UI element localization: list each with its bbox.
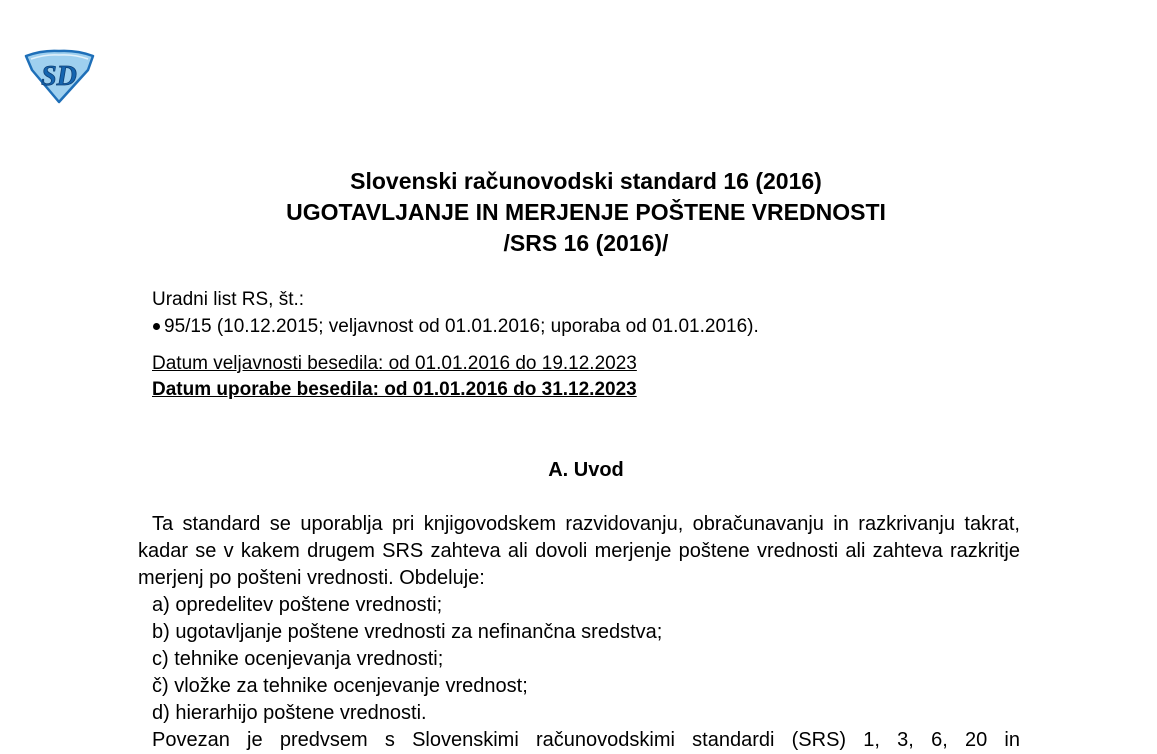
application-date: Datum uporabe besedila: od 01.01.2016 do 31.12.2023 xyxy=(152,379,637,400)
gazette-label: Uradni list RS, št.: xyxy=(152,289,305,310)
scope-list xyxy=(138,592,1020,727)
sd-shield-logo-icon xyxy=(22,48,96,104)
title-line-3: /SRS 16 (2016)/ xyxy=(503,230,669,256)
intro-paragraph: Ta standard se uporablja pri knjigovodskem razvidovanju, obračunavanju in razkrivanju takrat, kadar se v kakem drugem SRS zahteva ali dovoli merjenje poštene vrednosti ali zahteva razkritje merjenj po pošteni vrednosti. Obdeluje: xyxy=(138,513,1020,589)
section-body xyxy=(138,511,1020,754)
bullet-icon xyxy=(153,323,160,330)
sd-logo xyxy=(22,48,96,104)
list-item: a) opredelitev poštene vrednosti; xyxy=(152,594,443,616)
text-dates xyxy=(152,351,637,403)
list-item: č) vložke za tehnike ocenjevanje vrednost; xyxy=(152,675,528,697)
list-item: b) ugotavljanje poštene vrednosti za nefinančna sredstva; xyxy=(152,621,663,643)
document-title xyxy=(0,166,1157,259)
logo-letters: SD xyxy=(41,61,77,92)
gazette-entry-text: 95/15 (10.12.2015; veljavnost od 01.01.2016; uporaba od 01.01.2016). xyxy=(164,316,759,337)
list-item: d) hierarhijo poštene vrednosti. xyxy=(152,702,427,724)
title-line-2: UGOTAVLJANJE IN MERJENJE POŠTENE VREDNOSTI xyxy=(286,199,886,225)
gazette-reference xyxy=(152,286,759,340)
next-paragraph: Povezan je predvsem s Slovenskimi računovodskimi standardi (SRS) 1, 3, 6, 20 in xyxy=(152,729,1020,751)
section-heading: A. Uvod xyxy=(548,459,624,481)
title-line-1: Slovenski računovodski standard 16 (2016) xyxy=(350,168,822,194)
gazette-entry xyxy=(152,313,759,340)
list-item: c) tehnike ocenjevanja vrednosti; xyxy=(152,648,444,670)
validity-date: Datum veljavnosti besedila: od 01.01.2016 do 19.12.2023 xyxy=(152,353,637,374)
